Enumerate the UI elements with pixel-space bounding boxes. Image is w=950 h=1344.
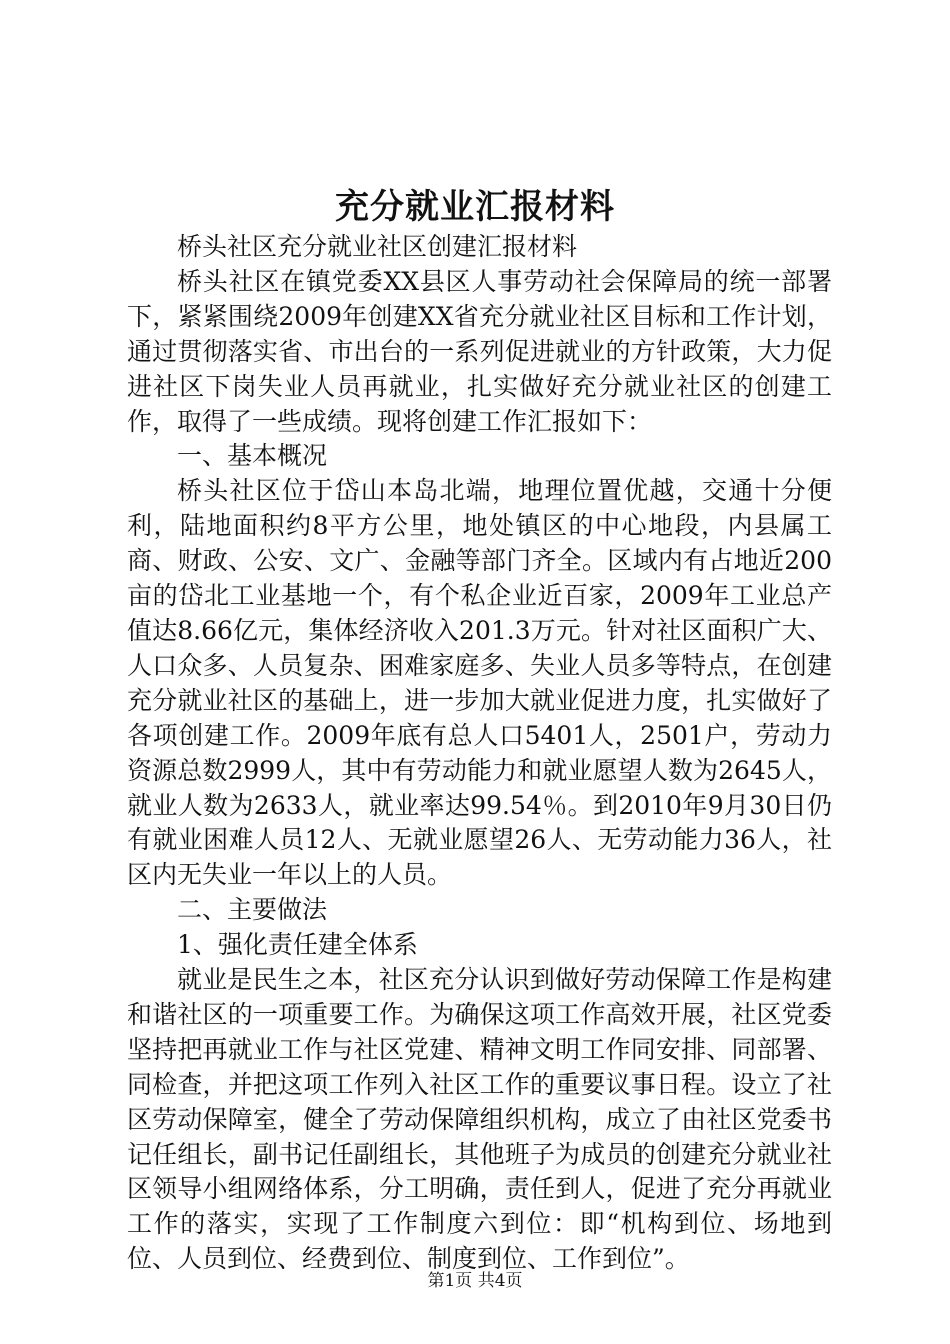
section-heading-overview: 一、基本概况 bbox=[177, 441, 328, 471]
subsection-heading-responsibility: 1、强化责任建全体系 bbox=[177, 930, 418, 960]
page-footer: 第1页 共4页 bbox=[427, 1271, 523, 1291]
document-body bbox=[127, 230, 832, 1277]
subtitle-paragraph: 桥头社区充分就业社区创建汇报材料 bbox=[177, 232, 578, 261]
responsibility-paragraph: 就业是民生之本，社区充分认识到做好劳动保障工作是构建和谐社区的一项重要工作。为确保这项工作高效开展，社区党委坚持把再就业工作与社区党建、精神文明工作同安排、同部署、同检查，并把这项工作列入社区工作的重要议事日程。设立了社区劳动保障室，健全了劳动保障组织机构，成立了由社区党委书记任组长，副书记任副组长，其他班子为成员的创建充分就业社区领导小组网络体系，分工明确，责任到人，促进了充分再就业工作的落实，实现了工作制度六到位：即“机构到位、场地到位、人员到位、经费到位、制度到位、工作到位”。 bbox=[127, 965, 832, 1274]
document-title: 充分就业汇报材料 bbox=[335, 187, 615, 227]
section-heading-methods: 二、主要做法 bbox=[177, 895, 328, 925]
intro-paragraph: 桥头社区在镇党委XX县区人事劳动社会保障局的统一部署下，紧紧围绕2009年创建XX省充分就业社区目标和工作计划，通过贯彻落实省、市出台的一系列促进就业的方针政策，大力促进社区下岗失业人员再就业，扎实做好充分就业社区的创建工作，取得了一些成绩。现将创建工作汇报如下： bbox=[127, 266, 832, 436]
overview-paragraph: 桥头社区位于岱山本岛北端，地理位置优越，交通十分便利，陆地面积约8平方公里，地处镇区的中心地段，内县属工商、财政、公安、文广、金融等部门齐全。区域内有占地近200亩的岱北工业基地一个，有个私企业近百家，2009年工业总产值达8.66亿元，集体经济收入201.3万元。针对社区面积广大、人口众多、人员复杂、困难家庭多、失业人员多等特点，在创建充分就业社区的基础上，进一步加大就业促进力度，扎实做好了各项创建工作。2009年底有总人口5401人，2501户，劳动力资源总数2999人，其中有劳动能力和就业愿望人数为2645人，就业人数为2633人，就业率达99.54％。到2010年9月30日仍有就业困难人员12人、无就业愿望26人、无劳动能力36人，社区内无失业一年以上的人员。 bbox=[127, 476, 832, 890]
